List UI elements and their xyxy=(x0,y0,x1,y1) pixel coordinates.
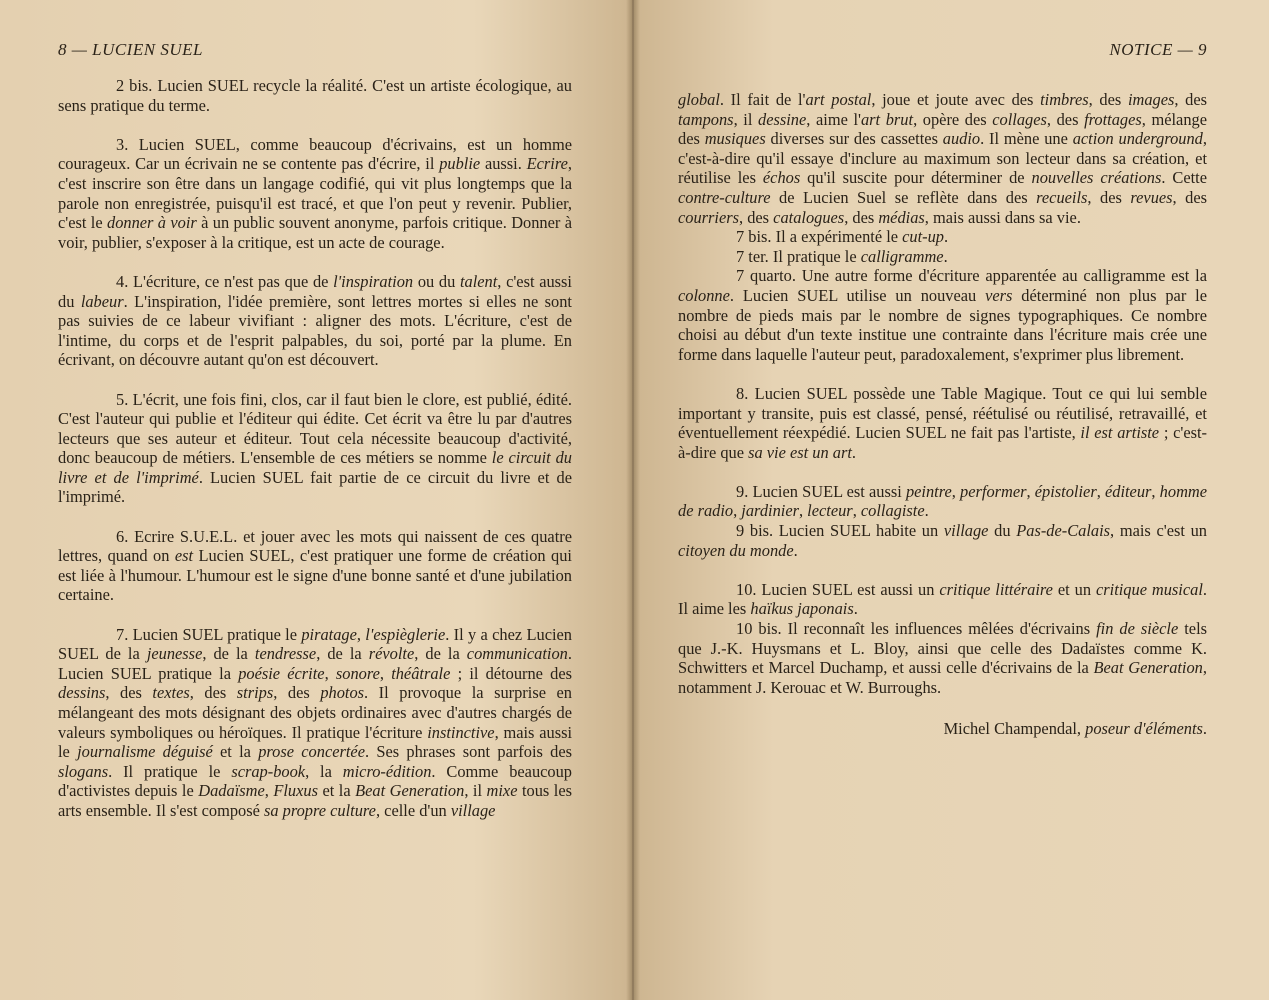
paragraph-gap xyxy=(58,507,572,527)
running-head-left: 8 — LUCIEN SUEL xyxy=(58,40,203,59)
paragraph: 5. L'écrit, une fois fini, clos, car il faut bien le clore, est publié, édité. C'est l'auteur qui publie et l'éditeur qui édite. Cet écrit va être lu par d'autres lecteurs que ses auteur et éditeur. Tout cela nécessite beaucoup d'activité, donc beaucoup de métiers. L'ensemble de ces métiers se nomme le circuit du livre et de l'imprimé. Lucien SUEL fait partie de ce circuit du livre et de l'imprimé. xyxy=(58,389,572,507)
paragraph: 9 bis. Lucien SUEL habite un village du Pas-de-Calais, mais c'est un citoyen du monde. xyxy=(678,521,1207,560)
book-gutter xyxy=(626,0,640,1000)
paragraph: 10 bis. Il reconnaît les influences mêlées d'écrivains fin de siècle tels que J.-K. Huysmans et L. Bloy, ainsi que celle des Dadaïstes comme K. Schwitters et Marcel Duchamp, et aussi celle d'écrivains de la Beat Generation, notamment J. Kerouac et W. Burroughs. xyxy=(678,619,1208,697)
right-page xyxy=(634,0,1269,1000)
paragraph: 7 quarto. Une autre forme d'écriture apparentée au calligramme est la colonne. Lucien SUEL utilise un nouveau vers déterminé non plus par le nombre de pieds mais par le nombre de signes typographiques. Ce nombre choisi au début d'un texte institue une contrainte dans l'écriture mais crée une forme dans laquelle l'auteur peut, paradoxalement, s'exprimer plus librement. xyxy=(678,266,1207,364)
paragraph-gap xyxy=(678,560,1207,580)
paragraph-gap xyxy=(58,252,572,272)
paragraph: 9. Lucien SUEL est aussi peintre, performer, épistolier, éditeur, homme de radio, jardinier, lecteur, collagiste. xyxy=(678,481,1208,521)
paragraph: 6. Ecrire S.U.E.L. et jouer avec les mots qui naissent de ces quatre lettres, quand on est Lucien SUEL, c'est pratiquer une forme de création qui est liée à l'humour. L'humour est le signe d'une bonne santé et d'une jubilation certaine. xyxy=(58,526,572,605)
paragraph: 7 ter. Il pratique le calligramme. xyxy=(736,246,948,266)
paragraph-gap xyxy=(58,370,572,390)
running-head-right: NOTICE — 9 xyxy=(1109,40,1207,59)
paragraph-gap xyxy=(58,605,572,625)
left-page xyxy=(0,0,632,1000)
paragraph: global. Il fait de l'art postal, joue et joute avec des timbres, des images, des tampons, il dessine, aime l'art brut, opère des collages, des frottages, mélange des musiques diverses sur des cassettes audio. Il mène une action underground, c'est-à-dire qu'il essaye d'inclure au maximum son lecteur dans sa création, et réutilise les échos qu'il suscite pour déterminer de nouvelles créations. Cette contre-culture de Lucien Suel se reflète dans des recueils, des revues, des courriers, des catalogues, des médias, mais aussi dans sa vie. xyxy=(678,90,1208,227)
right-page-text xyxy=(678,90,1207,697)
paragraph: 7 bis. Il a expérimenté le cut-up. xyxy=(736,227,949,247)
paragraph-gap xyxy=(678,364,1207,384)
paragraph-gap xyxy=(678,462,1207,482)
paragraph: 2 bis. Lucien SUEL recycle la réalité. C'est un artiste écologique, au sens pratique du terme. xyxy=(58,76,572,115)
paragraph: 4. L'écriture, ce n'est pas que de l'inspiration ou du talent, c'est aussi du labeur. L'inspiration, l'idée première, sont lettres mortes si elles ne sont pas suivies de ce labeur vivifiant : aligner des mots. L'écriture, c'est de l'intime, du corps et de l'esprit palpables, du soi, porté par la plume. En écrivant, on découvre autant qu'on est découvert. xyxy=(58,271,572,370)
left-page-text xyxy=(58,76,572,821)
signature: Michel Champendal, poseur d'éléments. xyxy=(943,719,1207,739)
paragraph: 3. Lucien SUEL, comme beaucoup d'écrivains, est un homme courageux. Car un écrivain ne se contente pas d'écrire, il publie aussi. Ecrire, c'est inscrire son être dans un langage codifié, qui vit plus longtemps que la parole non enregistrée, puisqu'il est tracé, et que l'on peut y revenir. Publier, c'est le donner à voir à un public souvent anonyme, parfois critique. Donner à voir, publier, s'exposer à la critique, est un acte de courage. xyxy=(58,134,572,252)
paragraph: 10. Lucien SUEL est aussi un critique littéraire et un critique musical. Il aime les haïkus japonais. xyxy=(678,579,1207,619)
paragraph-gap xyxy=(58,115,572,135)
paragraph: 7. Lucien SUEL pratique le piratage, l'espièglerie. Il y a chez Lucien SUEL de la jeunesse, de la tendresse, de la révolte, de la communication. Lucien SUEL pratique la poésie écrite, sonore, théâtrale ; il détourne des dessins, des textes, des strips, des photos. Il provoque la surprise en mélangeant des mots désignant des objets ordinaires avec d'autres chargés de valeurs symboliques ou héroïques. Il pratique l'écriture instinctive, mais aussi le journalisme déguisé et la prose concertée. Ses phrases sont parfois des slogans. Il pratique le scrap-book, la micro-édition. Comme beaucoup d'activistes depuis le Dadaïsme, Fluxus et la Beat Generation, il mixe tous les arts ensemble. Il s'est composé sa propre culture, celle d'un village xyxy=(58,624,573,820)
paragraph: 8. Lucien SUEL possède une Table Magique. Tout ce qui lui semble important y transite, puis est classé, pensé, réétulisé ou réutilisé, retravaillé, et éventuellement réexpédié. Lucien SUEL ne fait pas l'artiste, il est artiste ; c'est-à-dire que sa vie est un art. xyxy=(678,383,1207,462)
